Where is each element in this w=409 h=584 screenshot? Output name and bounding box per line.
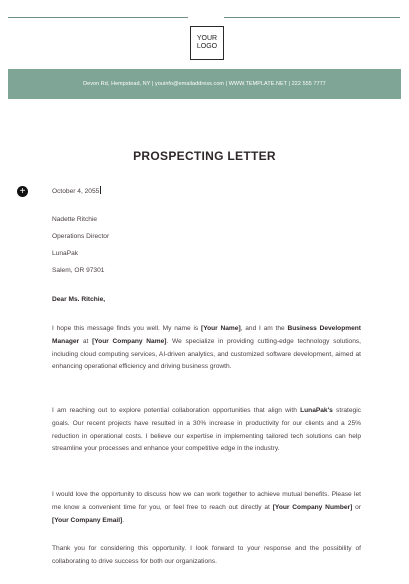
- p1-text-1: I hope this message finds you well. My name is: [52, 325, 201, 332]
- paragraph-call-to-action: [52, 489, 361, 527]
- logo-placeholder: [190, 26, 224, 60]
- logo-line-2: LOGO: [196, 43, 218, 50]
- paragraph-collaboration: [52, 405, 361, 456]
- job-title: Business Development Manager: [52, 325, 361, 345]
- p2-text-1: I am reaching out to explore potential collaboration opportunities that align with: [52, 407, 301, 414]
- p2-text-2: strategic goals. Our recent projects have resulted in a 30% increase in productivity for our clients and a 25% reduction in operational costs. I believe our expertise in implementing tailored tech solutions can help streamline your processes and enhance your competitive edge in the industry.: [52, 407, 361, 453]
- document-title: PROSPECTING LETTER: [133, 149, 276, 163]
- recipient-position: Operations Director: [52, 233, 110, 240]
- company-email-placeholder: [Your Company Email]: [52, 516, 123, 524]
- salutation: Dear Ms. Ritchie,: [52, 296, 106, 303]
- add-block-button[interactable]: +: [17, 186, 28, 197]
- header-rule-left: [8, 17, 188, 18]
- recipient-company: LunaPak: [52, 250, 79, 257]
- p3-text-1: I would love the opportunity to discuss how we can work together to achieve mutual benefits. Please let me know a convenient time for you, or feel free to reach out directly at: [52, 491, 361, 511]
- letter-date[interactable]: [52, 186, 101, 195]
- p3-text-2: or: [352, 503, 361, 511]
- p3-text-3: .: [122, 516, 125, 524]
- your-name-placeholder: [Your Name]: [201, 325, 241, 332]
- header-rule-right: [224, 17, 400, 18]
- company-number-placeholder: [Your Company Number]: [272, 503, 353, 511]
- text-cursor: [100, 186, 101, 194]
- paragraph-introduction: [52, 323, 361, 374]
- contact-info: Devon Rd, Hempstead, NY | youinfo@emailaddress.com | WWW.TEMPLATE.NET | 222 555 7777: [83, 81, 326, 87]
- recipient-company-mention: LunaPak's: [300, 407, 333, 414]
- company-name-placeholder: [Your Company Name]: [92, 337, 167, 345]
- date-text: October 4, 2055: [52, 188, 100, 195]
- logo-line-1: YOUR: [196, 35, 218, 42]
- p1-text-2: , and I am the: [240, 325, 288, 332]
- recipient-address: Salem, OR 97301: [52, 267, 105, 274]
- recipient-name: Nadette Ritchie: [52, 216, 98, 223]
- p1-text-4: . We specialize in providing cutting-edge technology solutions, including cloud computing services, AI-driven analytics, and customized software development, aimed at enhancing operational efficiency and driving business growth.: [52, 337, 361, 371]
- paragraph-closing: [52, 543, 361, 569]
- p4-text-1: Thank you for considering this opportunity. I look forward to your response and the possibility of collaborating to drive success for both our organizations.: [52, 545, 361, 565]
- p1-text-3: at: [79, 337, 93, 345]
